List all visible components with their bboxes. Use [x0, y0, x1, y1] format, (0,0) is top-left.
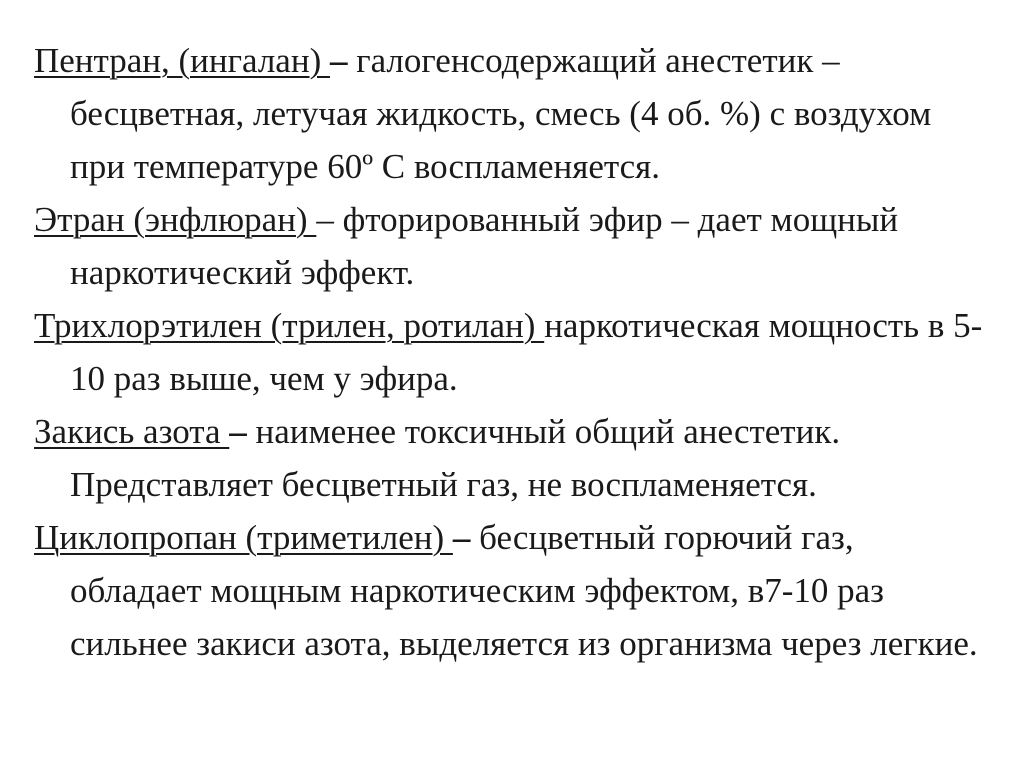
- entry-nitrous-oxide: [34, 405, 984, 511]
- entry-text: бесцветный горючий газ, обладает мощным наркотическим эффектом, в7-10 раз сильнее закиси азота, выделяется из организма через легкие.: [70, 518, 978, 663]
- entry-dash: –: [329, 41, 348, 80]
- entry-term: Пентран, (ингалан): [34, 41, 330, 80]
- entry-term: Трихлорэтилен (трилен, ротилан): [34, 306, 545, 345]
- entry-term: Закись азота: [34, 412, 230, 451]
- entry-text: – фторированный эфир – дает мощный наркотический эффект.: [70, 200, 899, 292]
- entry-term: Этран (энфлюран): [34, 200, 317, 239]
- entry-pentran: [34, 34, 984, 193]
- entry-etran: [34, 193, 984, 299]
- entry-text: наркотическая мощность в 5-10 раз выше, чем у эфира.: [70, 306, 983, 398]
- entry-cyclopropane: [34, 511, 984, 670]
- entry-trichloroethylene: [34, 299, 984, 405]
- entry-dash: –: [452, 518, 471, 557]
- entry-text: галогенсодержащий анестетик – бесцветная, летучая жидкость, смесь (4 об. %) с воздухом при температуре 60º С воспламеняется.: [70, 41, 932, 186]
- entry-term: Циклопропан (триметилен): [34, 518, 453, 557]
- entry-dash: –: [229, 412, 247, 451]
- entry-text: наименее токсичный общий анестетик. Представляет бесцветный газ, не воспламеняется.: [70, 412, 841, 504]
